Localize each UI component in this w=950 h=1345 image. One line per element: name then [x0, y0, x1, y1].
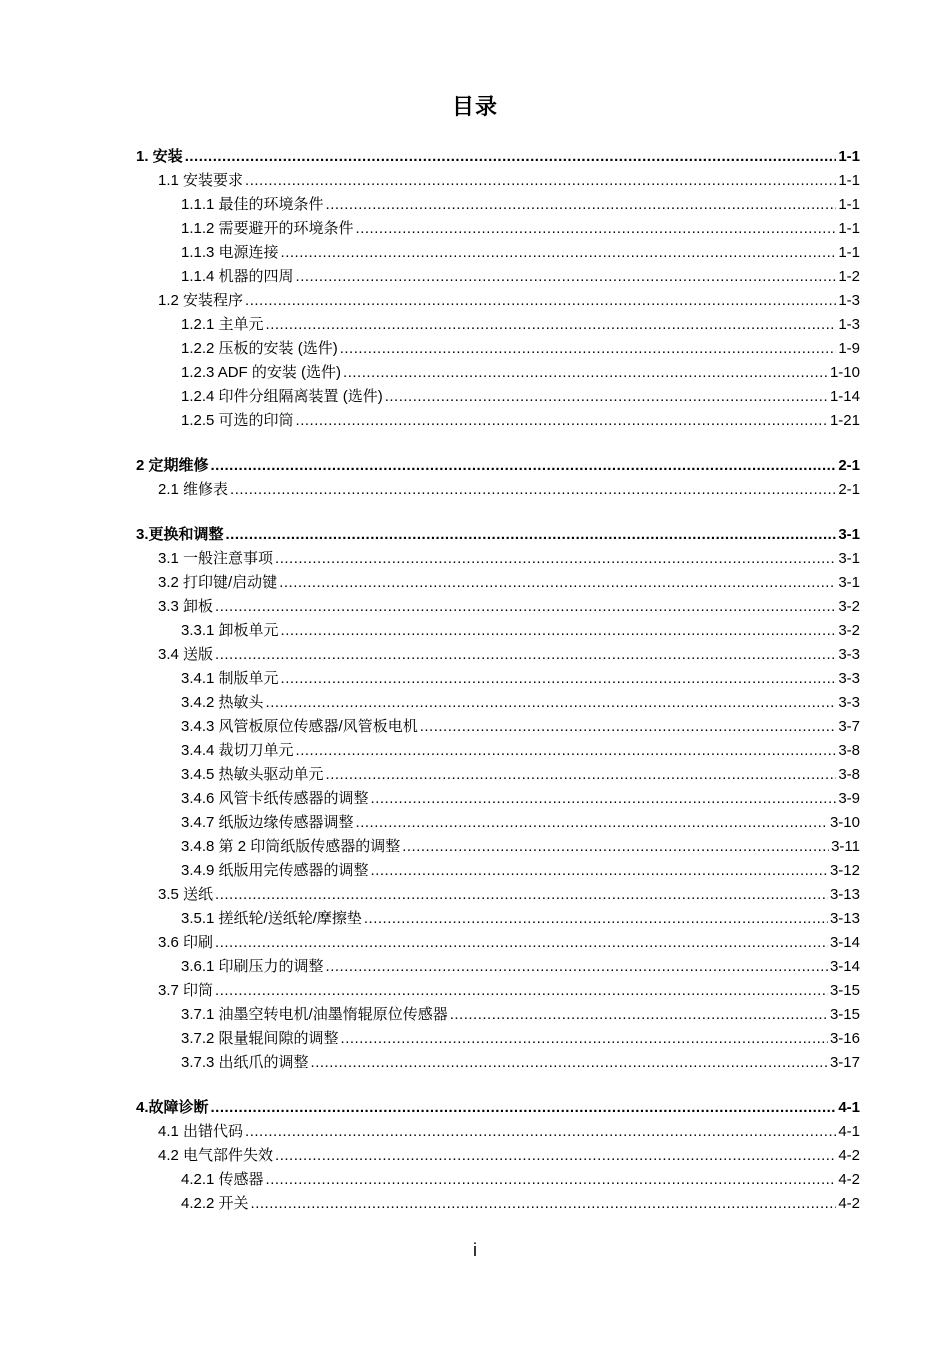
toc-entry-label: 4.2 电气部件失效 [158, 1147, 274, 1164]
toc-entry-label: 3.7 印筒 [158, 982, 214, 999]
toc-entry-page: 3-16 [829, 1030, 860, 1047]
toc-entry-label: 3.6.1 印刷压力的调整 [181, 958, 324, 975]
toc-entry[interactable] [136, 979, 860, 1003]
toc-entry[interactable] [136, 547, 860, 571]
toc-dot-leader [356, 811, 828, 835]
toc-entry-label: 3.5.1 搓纸轮/送纸轮/摩擦垫 [181, 910, 362, 927]
toc-entry-page: 1-1 [838, 244, 860, 261]
toc-entry-label: 3.4.1 制版单元 [181, 670, 279, 687]
toc-entry-page: 4-1 [838, 1099, 860, 1116]
toc-entry-label: 1.2.2 压板的安装 (选件) [181, 340, 338, 357]
toc-dot-leader [215, 931, 828, 955]
toc-entry-page: 1-1 [838, 196, 860, 213]
toc-dot-leader [211, 1096, 837, 1120]
toc-entry-label: 3.2 打印键/启动键 [158, 574, 278, 591]
toc-entry-label: 4.1 出错代码 [158, 1123, 244, 1140]
toc-entry[interactable] [136, 571, 860, 595]
toc-dot-leader [266, 691, 837, 715]
toc-entry-page: 3-8 [838, 742, 860, 759]
toc-entry-label: 3.3.1 卸板单元 [181, 622, 279, 639]
toc-entry[interactable] [136, 265, 860, 289]
toc-entry-page: 3-2 [838, 598, 860, 615]
toc-chapter-entry[interactable] [136, 454, 860, 478]
toc-entry-page: 3-9 [838, 790, 860, 807]
toc-entry-page: 3-15 [829, 982, 860, 999]
toc-entry-page: 3-13 [829, 886, 860, 903]
toc-entry-label: 3.4.6 风管卡纸传感器的调整 [181, 790, 369, 807]
toc-section [136, 145, 860, 433]
toc-entry-page: 1-21 [829, 412, 860, 429]
toc-entry[interactable] [136, 1027, 860, 1051]
toc-entry-label: 4.2.2 开关 [181, 1195, 249, 1212]
toc-entry[interactable] [136, 289, 860, 313]
toc-entry[interactable] [136, 595, 860, 619]
toc-entry-label: 1.1.4 机器的四周 [181, 268, 294, 285]
toc-entry-label: 1.2.4 印件分组隔离装置 (选件) [181, 388, 383, 405]
toc-entry-label: 3.5 送纸 [158, 886, 214, 903]
toc-entry-label: 4.2.1 传感器 [181, 1171, 264, 1188]
toc-dot-leader [341, 1027, 828, 1051]
toc-entry-page: 3-1 [838, 574, 860, 591]
toc-entry[interactable] [136, 883, 860, 907]
toc-entry-label: 3.4.5 热敏头驱动单元 [181, 766, 324, 783]
toc-entry-page: 4-2 [838, 1147, 860, 1164]
toc-entry-page: 3-17 [829, 1054, 860, 1071]
toc-entry-page: 3-11 [831, 838, 860, 855]
toc-entry-page: 3-8 [838, 766, 860, 783]
toc-dot-leader [245, 169, 836, 193]
toc-entry[interactable] [136, 691, 860, 715]
toc-entry-label: 1.2.3 ADF 的安装 (选件) [181, 364, 342, 381]
toc-dot-leader [296, 409, 828, 433]
toc-entry-page: 3-3 [838, 670, 860, 687]
toc-entry-label: 3.更换和调整 [136, 526, 224, 543]
toc-chapter-entry[interactable] [136, 1096, 860, 1120]
toc-entry-page: 3-7 [838, 718, 860, 735]
toc-entry[interactable] [136, 217, 860, 241]
toc-chapter-entry[interactable] [136, 145, 860, 169]
page-number: i [473, 1240, 477, 1260]
toc-entry-page: 3-12 [829, 862, 860, 879]
toc-entry-label: 3.4.2 热敏头 [181, 694, 264, 711]
toc-dot-leader [356, 217, 837, 241]
toc-entry-page: 2-1 [838, 481, 860, 498]
toc-entry-label: 1.2 安装程序 [158, 292, 244, 309]
toc-entry-label: 3.4.4 裁切刀单元 [181, 742, 294, 759]
toc-entry-page: 3-3 [838, 646, 860, 663]
toc-entry[interactable] [136, 478, 860, 502]
toc-entry-page: 1-14 [829, 388, 860, 405]
toc-entry-page: 1-3 [838, 292, 860, 309]
toc-chapter-entry[interactable] [136, 523, 860, 547]
toc-entry-label: 1.2.5 可选的印筒 [181, 412, 294, 429]
toc-entry[interactable] [136, 385, 860, 409]
toc-entry[interactable] [136, 409, 860, 433]
toc-entry-label: 3.7.1 油墨空转电机/油墨惰辊原位传感器 [181, 1006, 448, 1023]
toc-dot-leader [340, 337, 837, 361]
toc-dot-leader [279, 571, 836, 595]
toc-dot-leader [215, 979, 828, 1003]
toc-dot-leader [245, 1120, 836, 1144]
toc-dot-leader [364, 907, 828, 931]
toc-entry[interactable] [136, 859, 860, 883]
toc-entry[interactable] [136, 241, 860, 265]
toc-dot-leader [296, 739, 837, 763]
toc-entry[interactable] [136, 1168, 860, 1192]
toc-entry-label: 3.4.7 纸版边缘传感器调整 [181, 814, 354, 831]
toc-entry-label: 3.1 一般注意事项 [158, 550, 274, 567]
toc-entry[interactable] [136, 739, 860, 763]
toc-entry-page: 3-3 [838, 694, 860, 711]
toc-dot-leader [245, 289, 836, 313]
toc-entry-page: 3-14 [829, 958, 860, 975]
toc-entry-label: 1.1.2 需要避开的环境条件 [181, 220, 354, 237]
toc-entry-page: 4-2 [838, 1171, 860, 1188]
toc-entry-label: 3.4.9 纸版用完传感器的调整 [181, 862, 369, 879]
toc-entry[interactable] [136, 907, 860, 931]
toc-entry[interactable] [136, 715, 860, 739]
toc-entry[interactable] [136, 313, 860, 337]
toc-section [136, 523, 860, 1075]
toc-entry-label: 3.4.3 风管板原位传感器/风管板电机 [181, 718, 418, 735]
toc-dot-leader [281, 619, 837, 643]
toc-entry-label: 3.7.3 出纸爪的调整 [181, 1054, 309, 1071]
toc-dot-leader [343, 361, 828, 385]
toc-entry-label: 1.1 安装要求 [158, 172, 244, 189]
toc-entry[interactable] [136, 361, 860, 385]
toc-dot-leader [266, 313, 837, 337]
toc-dot-leader [211, 454, 837, 478]
toc-entry-page: 1-1 [838, 220, 860, 237]
toc-entry[interactable] [136, 1144, 860, 1168]
toc-dot-leader [281, 667, 837, 691]
toc-entry-label: 3.7.2 限量辊间隙的调整 [181, 1030, 339, 1047]
toc-entry[interactable] [136, 193, 860, 217]
page-title: 目录 [451, 94, 498, 119]
toc-entry-label: 1.1.1 最佳的环境条件 [181, 196, 324, 213]
toc-dot-leader [326, 955, 828, 979]
toc-dot-leader [326, 193, 837, 217]
toc-section [136, 454, 860, 502]
toc-entry-label: 4.故障诊断 [136, 1099, 209, 1116]
toc-entry[interactable] [136, 955, 860, 979]
toc-entry-page: 4-1 [838, 1123, 860, 1140]
toc-dot-leader [371, 859, 828, 883]
toc-entry-page: 1-1 [838, 148, 860, 165]
toc-entry-label: 3.4 送版 [158, 646, 214, 663]
toc-entry-page: 3-2 [838, 622, 860, 639]
toc-entry[interactable] [136, 787, 860, 811]
toc-dot-leader [385, 385, 828, 409]
toc-entry[interactable] [136, 619, 860, 643]
toc-entry-page: 1-10 [829, 364, 860, 381]
toc-entry-page: 1-1 [838, 172, 860, 189]
table-of-contents [136, 145, 860, 1237]
toc-dot-leader [266, 1168, 837, 1192]
toc-entry[interactable] [136, 643, 860, 667]
toc-dot-leader [296, 265, 837, 289]
toc-entry[interactable] [136, 931, 860, 955]
toc-dot-leader [450, 1003, 828, 1027]
toc-dot-leader [311, 1051, 828, 1075]
toc-entry[interactable] [136, 811, 860, 835]
toc-entry-page: 1-2 [838, 268, 860, 285]
toc-entry[interactable] [136, 667, 860, 691]
toc-entry[interactable] [136, 337, 860, 361]
toc-entry-page: 3-1 [838, 550, 860, 567]
toc-dot-leader [251, 1192, 837, 1216]
toc-dot-leader [275, 547, 836, 571]
toc-entry-label: 3.4.8 第 2 印筒纸版传感器的调整 [181, 838, 401, 855]
toc-entry-page: 3-10 [829, 814, 860, 831]
toc-entry-page: 2-1 [838, 457, 860, 474]
toc-dot-leader [326, 763, 837, 787]
toc-dot-leader [185, 145, 837, 169]
toc-entry-page: 3-14 [829, 934, 860, 951]
toc-entry[interactable] [136, 1192, 860, 1216]
toc-entry[interactable] [136, 1003, 860, 1027]
toc-dot-leader [420, 715, 837, 739]
toc-dot-leader [402, 835, 829, 859]
toc-dot-leader [281, 241, 837, 265]
toc-entry-label: 1.1.3 电源连接 [181, 244, 279, 261]
toc-dot-leader [226, 523, 837, 547]
toc-dot-leader [230, 478, 836, 502]
toc-entry-page: 3-1 [838, 526, 860, 543]
toc-dot-leader [371, 787, 837, 811]
toc-entry[interactable] [136, 1051, 860, 1075]
toc-entry-page: 3-13 [829, 910, 860, 927]
toc-entry[interactable] [136, 169, 860, 193]
toc-dot-leader [275, 1144, 836, 1168]
toc-dot-leader [215, 595, 836, 619]
toc-section [136, 1096, 860, 1216]
toc-entry-label: 2.1 维修表 [158, 481, 229, 498]
toc-dot-leader [215, 883, 828, 907]
toc-entry-page: 3-15 [829, 1006, 860, 1023]
toc-entry-page: 4-2 [838, 1195, 860, 1212]
toc-entry-label: 3.3 卸板 [158, 598, 214, 615]
toc-dot-leader [215, 643, 836, 667]
toc-entry-page: 1-3 [838, 316, 860, 333]
toc-entry-label: 3.6 印刷 [158, 934, 214, 951]
toc-entry[interactable] [136, 763, 860, 787]
toc-entry-label: 1.2.1 主单元 [181, 316, 264, 333]
toc-entry[interactable] [136, 835, 860, 859]
toc-entry-label: 1. 安装 [136, 148, 183, 165]
toc-entry-label: 2 定期维修 [136, 457, 209, 474]
toc-entry-page: 1-9 [838, 340, 860, 357]
toc-entry[interactable] [136, 1120, 860, 1144]
